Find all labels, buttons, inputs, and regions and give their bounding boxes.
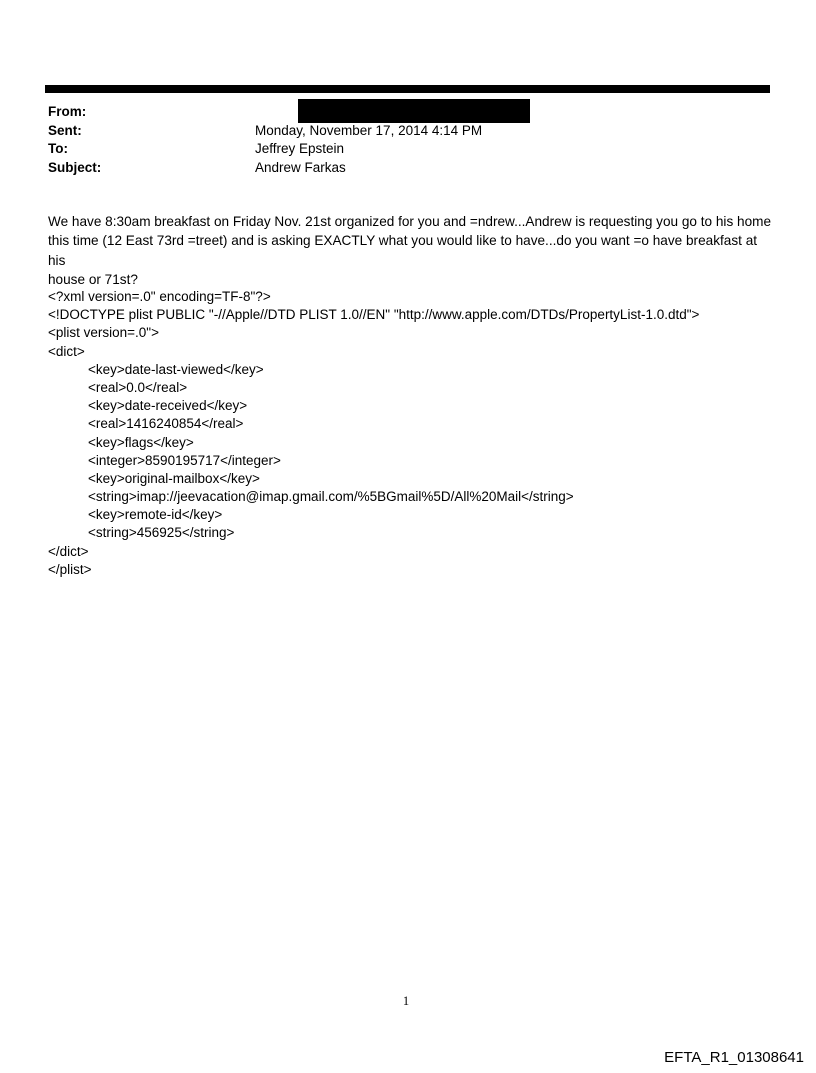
plist-line-real-date-received: <real>1416240854</real> <box>88 416 244 432</box>
header-divider <box>45 85 770 93</box>
body-line: We have 8:30am breakfast on Friday Nov. 21st organized for you and =ndrew...Andrew is requesting you go to his home <box>48 214 772 229</box>
to-label: To: <box>48 141 68 157</box>
plist-line-xml-declaration: <?xml version=.0" encoding=TF-8"?> <box>48 289 271 304</box>
plist-xml-block <box>48 288 778 579</box>
sent-label: Sent: <box>48 122 82 138</box>
plist-line-key-flags: <key>flags</key> <box>88 434 194 450</box>
subject-value: Andrew Farkas <box>255 159 346 175</box>
redaction-box-from <box>298 99 530 123</box>
plist-line-key-date-received: <key>date-received</key> <box>88 398 248 414</box>
plist-line-string-remote-id: <string>456925</string> <box>88 525 235 541</box>
plist-line-plist-close: </plist> <box>48 561 92 577</box>
sent-value: Monday, November 17, 2014 4:14 PM <box>255 122 483 138</box>
subject-label: Subject: <box>48 159 102 175</box>
email-header <box>48 103 768 177</box>
plist-line-plist-open: <plist version=.0"> <box>48 325 159 341</box>
page-number: 1 <box>402 994 410 1008</box>
header-row-subject <box>48 159 768 178</box>
header-row-from <box>48 103 768 122</box>
plist-line-real-date-last-viewed: <real>0.0</real> <box>88 379 188 395</box>
header-row-to <box>48 140 768 159</box>
body-line: house or 71st? <box>48 271 138 287</box>
header-row-sent <box>48 122 768 141</box>
plist-line-dict-open: <dict> <box>48 343 85 359</box>
plist-line-integer-flags: <integer>8590195717</integer> <box>88 452 281 468</box>
plist-line-string-original-mailbox: <string>imap://jeevacation@imap.gmail.com/%5BGmail%5D/All%20Mail</string> <box>88 489 574 505</box>
plist-line-doctype: <!DOCTYPE plist PUBLIC "-//Apple//DTD PLIST 1.0//EN" "http://www.apple.com/DTDs/PropertyList-1.0.dtd"> <box>48 307 700 323</box>
email-body <box>48 212 778 289</box>
body-line: this time (12 East 73rd =treet) and is asking EXACTLY what you would like to have...do you want =o have breakfast at his <box>48 233 758 268</box>
to-value: Jeffrey Epstein <box>255 141 345 157</box>
plist-line-key-remote-id: <key>remote-id</key> <box>88 507 223 523</box>
plist-line-key-date-last-viewed: <key>date-last-viewed</key> <box>88 361 264 377</box>
from-label: From: <box>48 104 87 119</box>
plist-line-key-original-mailbox: <key>original-mailbox</key> <box>88 470 260 486</box>
bates-number: EFTA_R1_01308641 <box>664 1049 804 1066</box>
plist-line-dict-close: </dict> <box>48 543 89 559</box>
